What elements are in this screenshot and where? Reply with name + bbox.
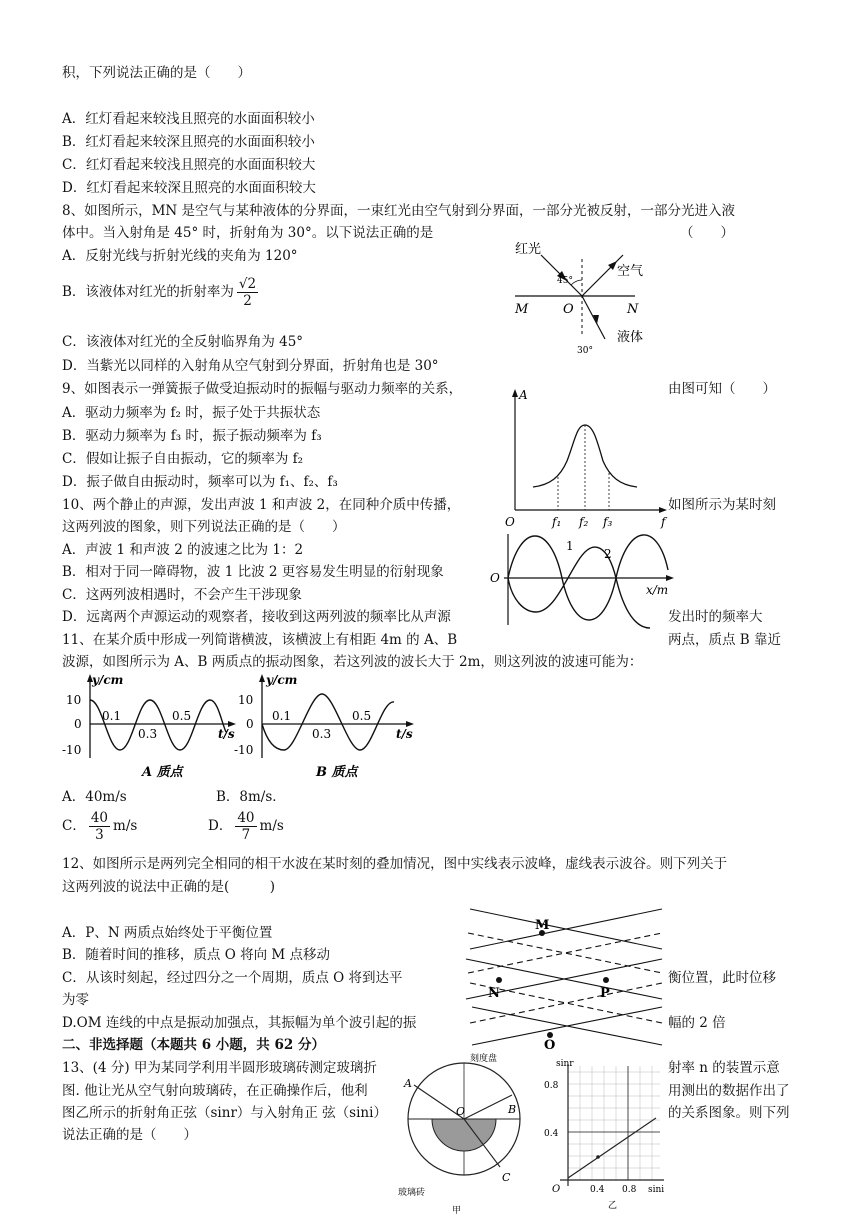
label-wave-1: 1 bbox=[566, 539, 574, 553]
q11-stem: 11、在某介质中形成一列简谐横波，该横波上有相距 4m 的 A、B bbox=[62, 632, 458, 648]
label-jia: 甲 bbox=[452, 1206, 462, 1216]
y-axis-arrow bbox=[512, 389, 518, 397]
q8-stem-line2: 体中。当入射角是 45° 时，折射角为 30°。以下说法正确的是 bbox=[62, 225, 434, 241]
q9-option-c: C．假如让振子自由振动，它的频率为 f₂ bbox=[62, 451, 304, 467]
numerator: 40 bbox=[237, 810, 255, 826]
graph-a bbox=[62, 673, 236, 780]
label-p: P bbox=[600, 986, 610, 1001]
crest-lines bbox=[466, 909, 662, 1045]
q8-refraction-figure bbox=[505, 235, 675, 365]
label-m: M bbox=[515, 302, 529, 317]
tick-0-1: 0.1 bbox=[102, 709, 122, 723]
q12-option-c-right: 衡位置，此时位移 bbox=[668, 970, 776, 986]
q12-stem-line2: 这两列波的说法中正确的是( ) bbox=[62, 879, 276, 895]
label-o: O bbox=[456, 1105, 466, 1118]
q11-option-d bbox=[208, 808, 284, 844]
tick-0-5: 0.5 bbox=[352, 709, 372, 723]
q10-option-d: D．远离两个声源运动的观察者，接收到这两列波的频率比从声源 bbox=[62, 609, 451, 625]
q9-resonance-figure bbox=[505, 385, 675, 530]
label-f1: f₁ bbox=[552, 515, 562, 529]
label-o: O bbox=[505, 515, 515, 529]
x-axis-arrow bbox=[666, 575, 674, 581]
tick-neg10: -10 bbox=[62, 743, 82, 757]
q9-stem-right: 由图可知（ ） bbox=[668, 381, 776, 397]
q12-option-d: D.OM 连线的中点是振动加强点，其振幅为单个波引起的振 bbox=[62, 1015, 417, 1031]
q11-option-a: A．40m/s bbox=[62, 789, 127, 805]
numerator: √2 bbox=[238, 276, 257, 292]
label-x-m: x/m bbox=[646, 583, 669, 597]
q8-option-b-fraction bbox=[237, 276, 258, 309]
label-b: B bbox=[508, 1103, 517, 1116]
q10-stem-right: 如图所示为某时刻 bbox=[668, 497, 776, 513]
denominator: 3 bbox=[95, 827, 104, 843]
x-axis-arrow bbox=[659, 507, 667, 513]
q13-stem-line2: 图. 他让光从空气射向玻璃砖，在正确操作后，他利 bbox=[62, 1083, 368, 1099]
q11-option-c-unit: m/s bbox=[113, 818, 138, 834]
q13-stem-right3: 的关系图象。则下列 bbox=[668, 1105, 790, 1121]
denominator: 2 bbox=[243, 293, 252, 309]
q8-option-a: A．反射光线与折射光线的夹角为 120° bbox=[62, 248, 298, 264]
label-n: N bbox=[488, 986, 500, 1001]
q8-answer-paren: （ ） bbox=[680, 225, 734, 241]
q10-option-d-right: 发出时的频率大 bbox=[668, 609, 763, 625]
section-2-heading: 二、非选择题（本题共 6 小题，共 62 分） bbox=[62, 1037, 325, 1053]
label-t-s: t/s bbox=[218, 727, 235, 741]
trough-line bbox=[468, 933, 662, 973]
tick-0-3: 0.3 bbox=[138, 727, 158, 741]
q10-stem: 10、两个静止的声源，发出声波 1 和声波 2，在同种介质中传播， bbox=[62, 497, 461, 513]
q10-stem-line2: 这两列波的图象，则下列说法正确的是（ ） bbox=[62, 519, 346, 535]
q8-option-c: C．该液体对红光的全反射临界角为 45° bbox=[62, 334, 304, 350]
point-n bbox=[496, 977, 502, 983]
label-y-cm: y/cm bbox=[266, 673, 298, 687]
curve-a bbox=[90, 700, 226, 750]
label-a: A bbox=[404, 1077, 412, 1090]
label-air: 空气 bbox=[617, 264, 644, 279]
trough-line bbox=[468, 933, 662, 973]
tick-0-5: 0.5 bbox=[172, 709, 192, 723]
tick-10: 10 bbox=[66, 693, 82, 707]
tick-0: 0 bbox=[74, 717, 82, 731]
caption-b: B 质点 bbox=[316, 765, 358, 780]
label-45: 45° bbox=[557, 276, 573, 286]
refracted-ray bbox=[582, 296, 605, 339]
q9-stem: 9、如图表示一弹簧振子做受迫振动时的振幅与驱动力频率的关系， bbox=[62, 381, 463, 397]
label-plate: 刻度盘 bbox=[470, 1054, 498, 1064]
tick-0: 0 bbox=[246, 717, 254, 731]
q8-option-b bbox=[62, 274, 261, 310]
graph-b bbox=[234, 673, 414, 780]
q8-option-b-text: B．该液体对红光的折射率为 bbox=[62, 284, 234, 300]
label-red-light: 红光 bbox=[515, 242, 542, 257]
label-wave-2: 2 bbox=[604, 547, 612, 561]
label-o: O bbox=[544, 1038, 556, 1053]
label-o: O bbox=[490, 571, 500, 585]
q11-option-d-fraction bbox=[235, 810, 256, 843]
label-c: C bbox=[502, 1171, 511, 1184]
q8-option-d: D．当紫光以同样的入射角从空气射到分界面，折射角也是 30° bbox=[62, 358, 439, 374]
q13-stem-line1: 13、(4 分) 甲为某同学利用半圆形玻璃砖测定玻璃折 bbox=[62, 1060, 377, 1076]
q12-option-d-right: 幅的 2 倍 bbox=[668, 1015, 726, 1031]
q7-option-a: A．红灯看起来较浅且照亮的水面面积较小 bbox=[62, 111, 315, 127]
tick-y-0-4: 0.4 bbox=[544, 1129, 559, 1139]
tick-x-0-8: 0.8 bbox=[622, 1185, 637, 1195]
q10-option-b: B．相对于同一障碍物，波 1 比波 2 更容易发生明显的衍射现象 bbox=[62, 564, 444, 580]
reflected-ray bbox=[464, 1095, 512, 1119]
label-f3: f₃ bbox=[603, 515, 613, 529]
tick-neg10: -10 bbox=[234, 743, 254, 757]
q11-stem-line2: 波源，如图所示为 A、B 两质点的振动图象，若这列波的波长大于 2m，则这列波的波速可能为： bbox=[62, 654, 643, 670]
grid bbox=[568, 1066, 660, 1180]
q13-stem-line4: 说法正确的是（ ） bbox=[62, 1127, 197, 1143]
q8-stem-line1: 8、如图所示，MN 是空气与某种液体的分界面，一束红光由空气射到分界面，一部分光被反射，一部分光进入液 bbox=[62, 203, 736, 219]
label-o: O bbox=[563, 302, 574, 317]
label-y-cm: y/cm bbox=[92, 673, 124, 687]
q13-figure-yi bbox=[538, 1060, 673, 1215]
q12-option-a: A．P、N 两质点始终处于平衡位置 bbox=[62, 925, 273, 941]
q9-option-d: D．振子做自由振动时，频率可以为 f₁、f₂、f₃ bbox=[62, 474, 338, 490]
q11-option-c-label: C． bbox=[62, 818, 86, 834]
q7-option-d: D．红灯看起来较深且照亮的水面面积较大 bbox=[62, 180, 316, 196]
q12-stem-line1: 12、如图所示是两列完全相同的相干水波在某时刻的叠加情况，图中实线表示波峰，虚线表示波谷。则下列关于 bbox=[62, 856, 728, 872]
q11-option-d-unit: m/s bbox=[259, 818, 284, 834]
label-sinr: sinr bbox=[556, 1059, 574, 1069]
label-f2: f₂ bbox=[579, 515, 589, 529]
label-m: M bbox=[535, 918, 550, 933]
data-point bbox=[596, 1155, 600, 1159]
label-glass: 玻璃砖 bbox=[398, 1188, 426, 1198]
q13-stem-right2: 用测出的数据作出了 bbox=[668, 1083, 790, 1099]
q11-stem-right: 两点，质点 B 靠近 bbox=[668, 632, 782, 648]
label-o: O bbox=[552, 1184, 561, 1195]
q7-option-b: B．红灯看起来较深且照亮的水面面积较小 bbox=[62, 134, 315, 150]
q9-option-a: A．驱动力频率为 f₂ 时，振子处于共振状态 bbox=[62, 405, 321, 421]
q9-option-b: B．驱动力频率为 f₃ 时，振子振动频率为 f₃ bbox=[62, 428, 322, 444]
q11-option-c bbox=[62, 808, 137, 844]
q11-option-c-fraction bbox=[89, 810, 110, 843]
y-axis-arrow bbox=[259, 674, 265, 682]
q12-option-b: B．随着时间的推移，质点 O 将向 M 点移动 bbox=[62, 947, 330, 963]
q11-option-b: B．8m/s． bbox=[216, 789, 286, 805]
label-t-s: t/s bbox=[396, 727, 413, 741]
q13-stem-right1: 射率 n 的装置示意 bbox=[668, 1060, 780, 1076]
q7-option-c: C．红灯看起来较浅且照亮的水面面积较大 bbox=[62, 157, 316, 173]
q10-option-a: A．声波 1 和声波 2 的波速之比为 1：2 bbox=[62, 542, 304, 558]
q11-vibration-figures bbox=[62, 672, 422, 782]
point-p bbox=[603, 977, 609, 983]
tick-y-0-8: 0.8 bbox=[544, 1081, 559, 1091]
q10-waves-figure bbox=[490, 530, 680, 635]
q12-option-c-line2: 为零 bbox=[62, 992, 89, 1008]
q7-stem-end: 积，下列说法正确的是（ ） bbox=[62, 65, 251, 81]
tick-0-3: 0.3 bbox=[312, 727, 332, 741]
q13-figure-jia bbox=[398, 1055, 538, 1215]
label-sini: sini bbox=[648, 1185, 665, 1195]
caption-a: A 质点 bbox=[142, 765, 183, 780]
numerator: 40 bbox=[90, 810, 109, 826]
q13-stem-line3: 图乙所示的折射角正弦（sinr）与入射角正 弦（sini） bbox=[62, 1105, 387, 1121]
glass-semicircle bbox=[432, 1119, 496, 1151]
label-30: 30° bbox=[577, 346, 593, 356]
label-f: f bbox=[661, 515, 666, 529]
q10-option-c: C．这两列波相遇时，不会产生干涉现象 bbox=[62, 587, 302, 603]
label-n: N bbox=[627, 302, 639, 317]
denominator: 7 bbox=[241, 827, 251, 843]
tick-x-0-4: 0.4 bbox=[590, 1185, 605, 1195]
q12-option-c: C．从该时刻起，经过四分之一个周期，质点 O 将到达平 bbox=[62, 970, 403, 986]
tick-10: 10 bbox=[238, 693, 254, 707]
fit-line bbox=[568, 1118, 656, 1178]
label-liquid: 液体 bbox=[617, 330, 644, 345]
q11-option-d-label: D． bbox=[208, 818, 233, 834]
label-a: A bbox=[519, 388, 528, 402]
label-yi: 乙 bbox=[608, 1201, 618, 1211]
q12-interference-figure bbox=[462, 915, 667, 1053]
tick-0-1: 0.1 bbox=[272, 709, 292, 723]
